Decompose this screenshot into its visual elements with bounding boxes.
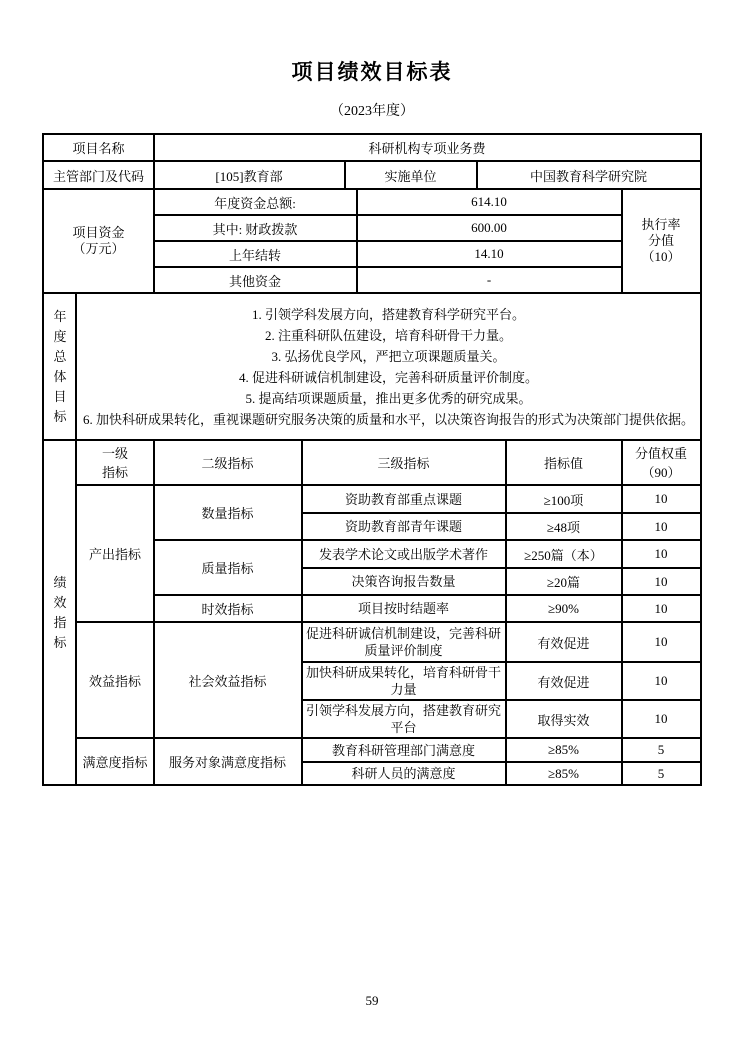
goal-item: 1. 引领学科发展方向，搭建教育科学研究平台。 <box>251 306 525 322</box>
project-name-row <box>43 134 700 161</box>
level3-indicator: 促进科研诚信机制建设，完善科研质量评价制度 <box>302 622 506 662</box>
header-level1: 一级 指标 <box>76 440 153 485</box>
annual-goals-side-label: 年度总体目标 <box>43 293 76 440</box>
indicator-weight: 10 <box>622 568 701 595</box>
indicator-value: 取得实效 <box>506 700 622 738</box>
indicator-weight: 10 <box>622 595 701 622</box>
project-name-value: 科研机构专项业务费 <box>154 134 701 161</box>
performance-target-table <box>42 133 701 786</box>
level2-service-satisfaction: 服务对象满意度指标 <box>154 738 302 785</box>
indicator-weight: 10 <box>622 700 701 738</box>
execution-rate-score-cell <box>622 189 701 293</box>
level3-indicator: 资助教育部重点课题 <box>302 485 506 513</box>
level3-indicator: 加快科研成果转化，培育科研骨干力量 <box>302 662 506 700</box>
header-level2: 二级指标 <box>154 440 302 485</box>
level1-satisfaction: 满意度指标 <box>76 738 153 785</box>
funding-row-total <box>43 189 700 215</box>
level3-indicator: 资助教育部青年课题 <box>302 513 506 540</box>
header-level3: 三级指标 <box>302 440 506 485</box>
level3-indicator: 项目按时结题率 <box>302 595 506 622</box>
funding-label-lines: 项目资金 （万元） <box>72 225 125 256</box>
level3-indicator: 发表学术论文或出版学术著作 <box>302 540 506 568</box>
funding-total-label: 年度资金总额: <box>154 189 357 215</box>
annual-goals-content <box>76 293 700 440</box>
funding-carryover-label: 上年结转 <box>154 241 357 267</box>
funding-section-label <box>43 189 153 293</box>
level2-social-benefit: 社会效益指标 <box>154 622 302 738</box>
indicators-header-row <box>43 440 700 485</box>
goal-item: 3. 弘扬优良学风，严把立项课题质量关。 <box>271 348 506 364</box>
level3-indicator: 引领学科发展方向，搭建教育研究平台 <box>302 700 506 738</box>
indicator-weight: 10 <box>622 540 701 568</box>
execution-rate-lines: 执行率 分值 （10） <box>641 217 681 264</box>
impl-unit-value: 中国教育科学研究院 <box>477 161 701 189</box>
project-name-label: 项目名称 <box>43 134 153 161</box>
page-subtitle: （2023年度） <box>330 104 414 119</box>
indicator-weight: 10 <box>622 622 701 662</box>
header-indicator-value: 指标值 <box>506 440 622 485</box>
level1-benefit: 效益指标 <box>76 622 153 738</box>
department-row <box>43 161 700 189</box>
goal-item: 6. 加快科研成果转化，重视课题研究服务决策的质量和水平，以决策咨询报告的形式为决策部门提供依据。 <box>82 411 694 427</box>
funding-carryover-value: 14.10 <box>357 241 622 267</box>
indicator-value: ≥250篇（本） <box>506 540 622 568</box>
level3-indicator: 决策咨询报告数量 <box>302 568 506 595</box>
indicator-value: 有效促进 <box>506 662 622 700</box>
page-title: 项目绩效目标表 <box>291 60 453 84</box>
funding-other-label: 其他资金 <box>154 267 357 293</box>
indicator-row <box>43 485 700 513</box>
level1-output: 产出指标 <box>76 485 153 622</box>
level2-timeliness: 时效指标 <box>154 595 302 622</box>
indicator-value: ≥90% <box>506 595 622 622</box>
indicator-weight: 10 <box>622 513 701 540</box>
funding-fiscal-label: 其中: 财政拨款 <box>154 215 357 241</box>
goal-item: 4. 促进科研诚信机制建设，完善科研质量评价制度。 <box>238 369 538 385</box>
indicator-weight: 5 <box>622 738 701 762</box>
dept-value: [105]教育部 <box>154 161 345 189</box>
goal-item: 5. 提高结项课题质量，推出更多优秀的研究成果。 <box>245 390 532 406</box>
level2-quality: 质量指标 <box>154 540 302 595</box>
impl-unit-label: 实施单位 <box>345 161 477 189</box>
goal-item: 2. 注重科研队伍建设，培育科研骨干力量。 <box>264 327 512 343</box>
indicator-value: ≥48项 <box>506 513 622 540</box>
page-number: 59 <box>365 993 379 1008</box>
dept-label: 主管部门及代码 <box>43 161 153 189</box>
annual-goals-row <box>43 293 700 440</box>
indicator-value: ≥20篇 <box>506 568 622 595</box>
funding-other-value: - <box>357 267 622 293</box>
indicator-value: 有效促进 <box>506 622 622 662</box>
indicator-value: ≥100项 <box>506 485 622 513</box>
indicator-weight: 10 <box>622 662 701 700</box>
indicator-row <box>43 622 700 662</box>
header-weight: 分值权重 （90） <box>622 440 701 485</box>
level3-indicator: 科研人员的满意度 <box>302 762 506 785</box>
indicator-value: ≥85% <box>506 738 622 762</box>
funding-total-value: 614.10 <box>357 189 622 215</box>
level3-indicator: 教育科研管理部门满意度 <box>302 738 506 762</box>
funding-fiscal-value: 600.00 <box>357 215 622 241</box>
indicators-side-label: 绩效指标 <box>43 440 76 785</box>
indicator-weight: 5 <box>622 762 701 785</box>
indicator-value: ≥85% <box>506 762 622 785</box>
indicator-row <box>43 738 700 762</box>
level2-quantity: 数量指标 <box>154 485 302 540</box>
indicator-weight: 10 <box>622 485 701 513</box>
